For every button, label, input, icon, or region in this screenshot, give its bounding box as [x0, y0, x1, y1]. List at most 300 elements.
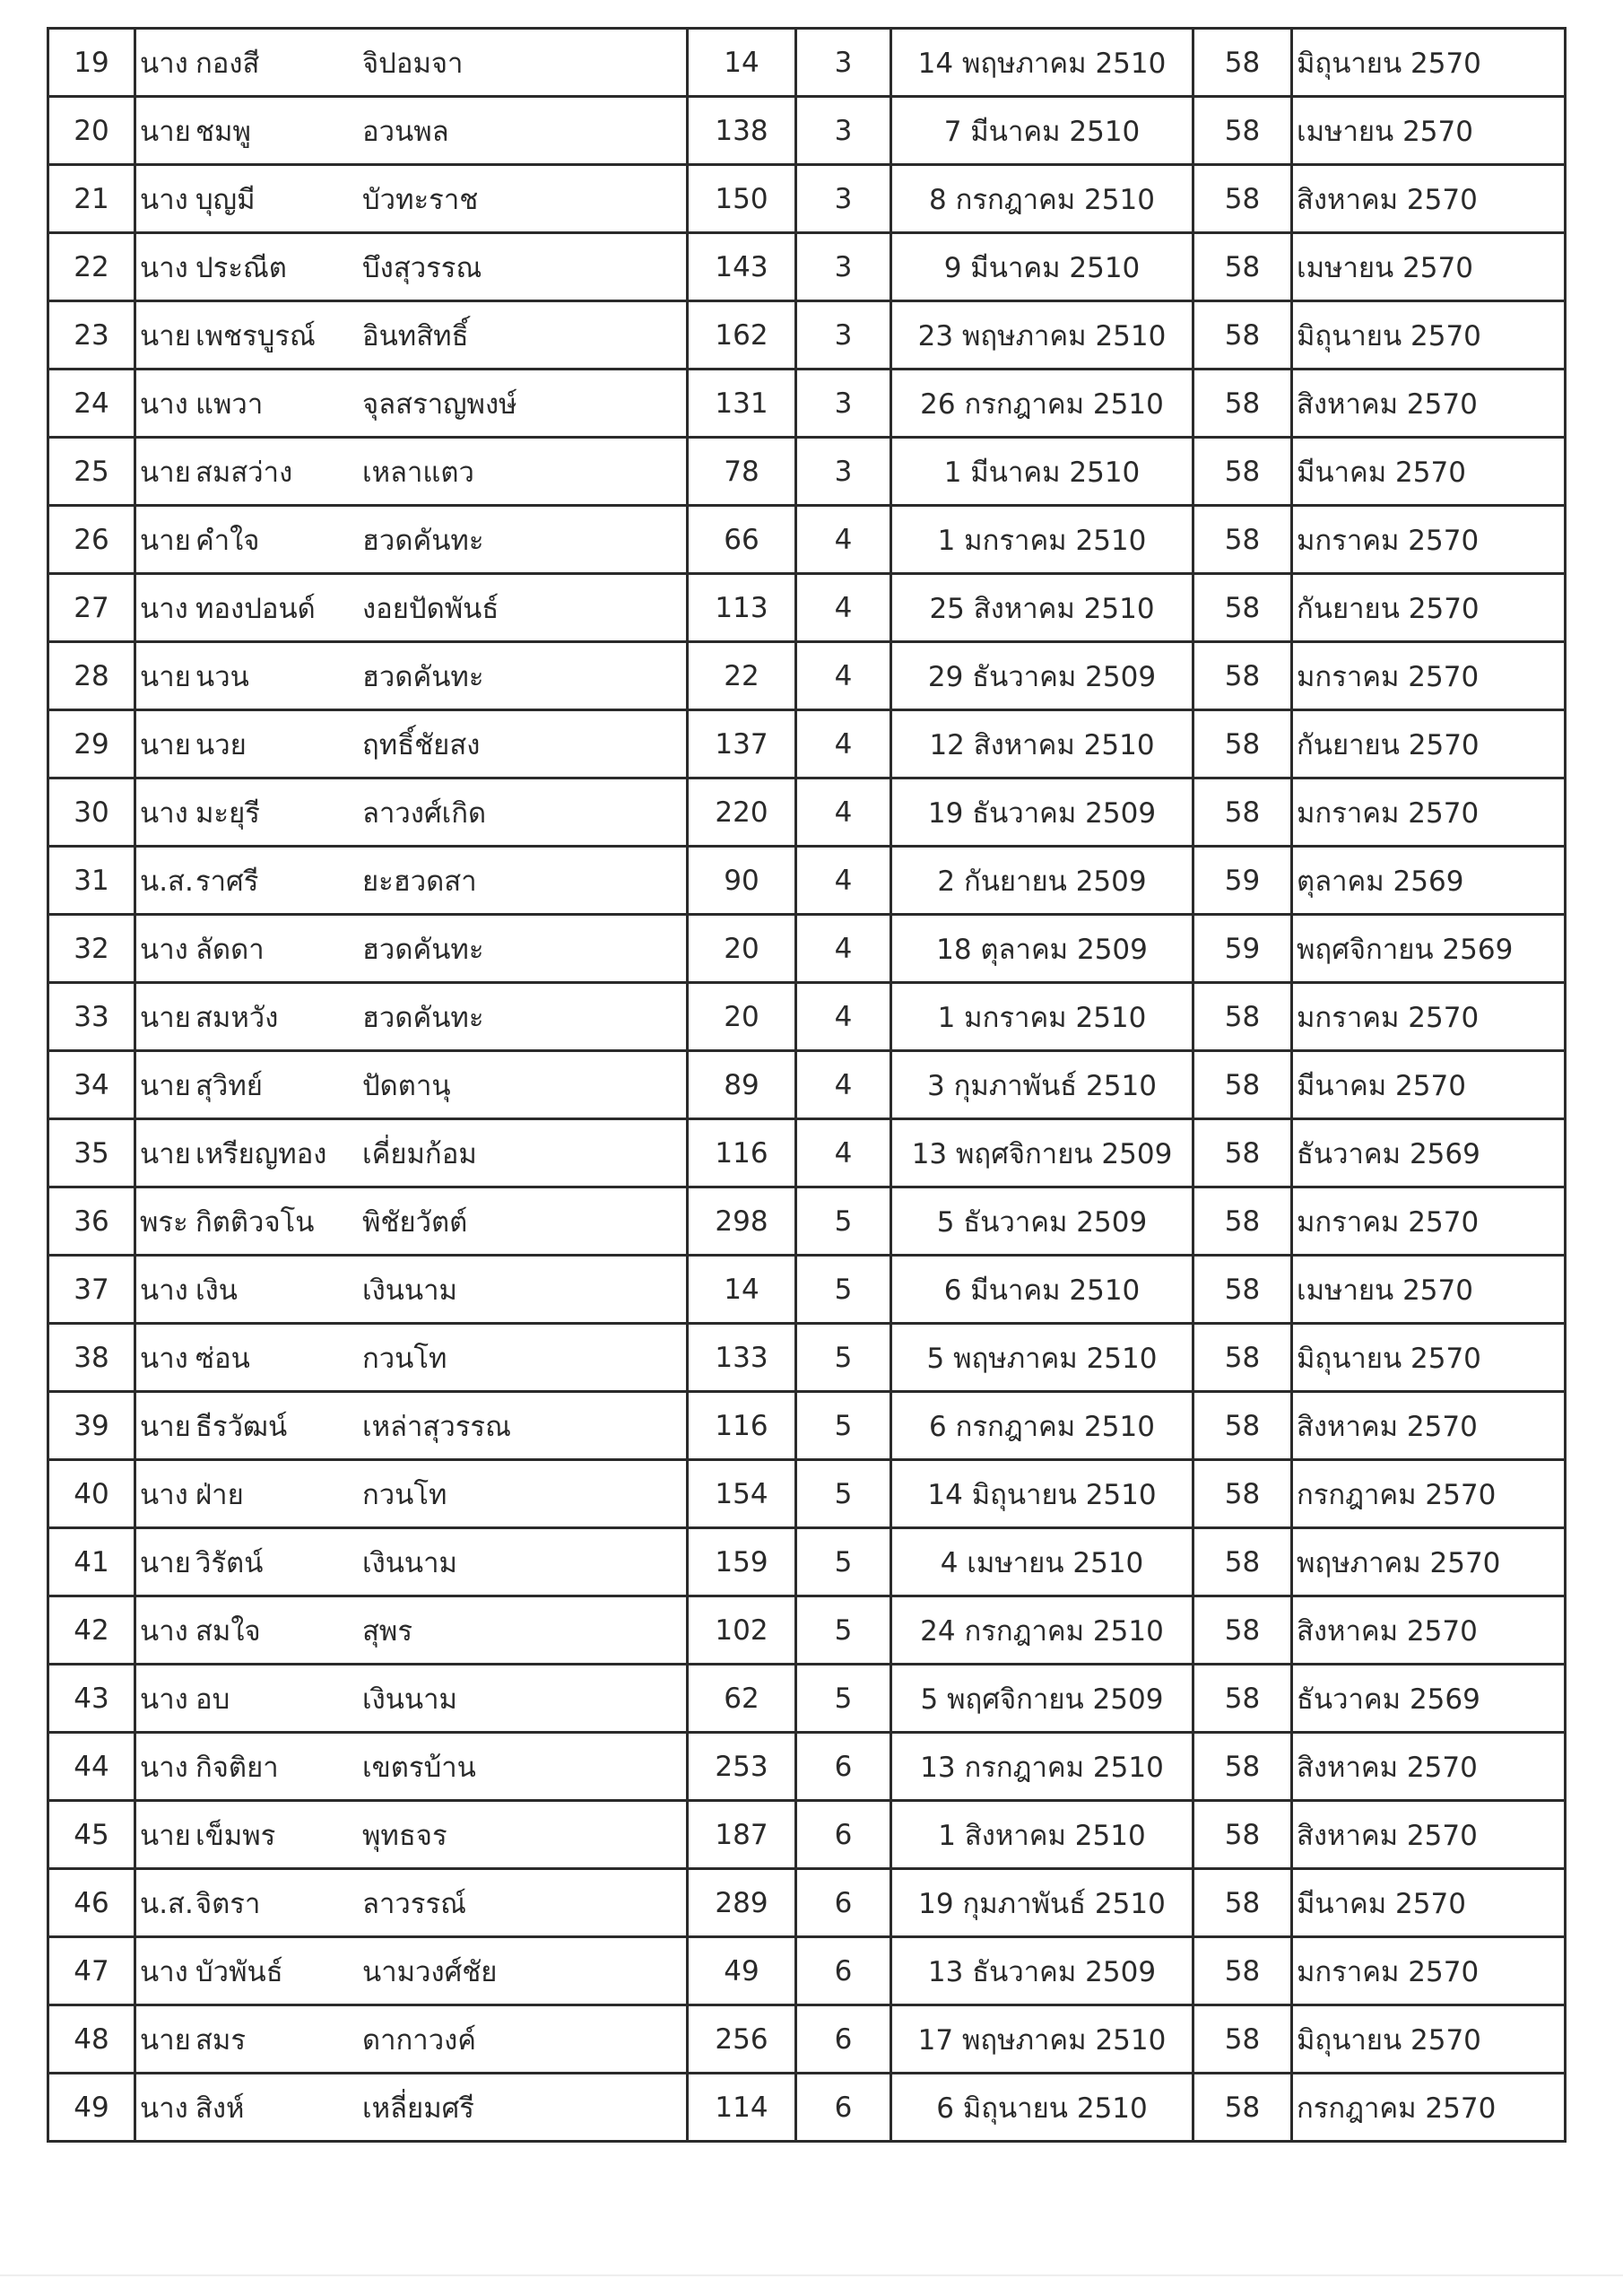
birth-date: 25 สิงหาคม 2510: [891, 574, 1193, 642]
village-group: 4: [796, 847, 891, 915]
last-name: ฮวดคันทะ: [362, 660, 484, 693]
house-number: 289: [688, 1869, 796, 1937]
last-name: เหลี่ยมศรี: [362, 2092, 474, 2125]
birth-date: 19 กุมภาพันธ์ 2510: [891, 1869, 1193, 1937]
full-name-cell: [135, 1392, 688, 1460]
name-title: นาง: [140, 47, 188, 80]
last-name: พุทธจร: [362, 1819, 447, 1852]
house-number: 89: [688, 1051, 796, 1119]
name-title: นาย: [140, 1819, 191, 1852]
birth-date: 18 ตุลาคม 2509: [891, 915, 1193, 983]
first-name: อบ: [195, 1683, 230, 1716]
full-name-cell: [135, 438, 688, 506]
village-group: 6: [796, 2005, 891, 2074]
last-name: ลาวงศ์เกิด: [362, 796, 487, 830]
village-group: 3: [796, 301, 891, 370]
house-number: 138: [688, 97, 796, 165]
eligible-month: สิงหาคม 2570: [1292, 370, 1566, 438]
house-number: 66: [688, 506, 796, 574]
birth-date: 5 ธันวาคม 2509: [891, 1187, 1193, 1256]
age: 58: [1193, 1119, 1292, 1187]
eligible-month: มิถุนายน 2570: [1292, 2005, 1566, 2074]
row-number: 32: [48, 915, 135, 983]
roster-table: [47, 27, 1567, 2143]
name-title: นาย: [140, 115, 191, 148]
birth-date: 23 พฤษภาคม 2510: [891, 301, 1193, 370]
last-name: ยะฮวดสา: [362, 865, 477, 898]
row-number: 40: [48, 1460, 135, 1528]
table-row: [48, 1324, 1566, 1392]
age: 58: [1193, 1256, 1292, 1324]
table-row: [48, 1596, 1566, 1665]
table-row: [48, 1392, 1566, 1460]
full-name-cell: [135, 915, 688, 983]
table-row: [48, 233, 1566, 301]
village-group: 4: [796, 983, 891, 1051]
first-name: แพวา: [195, 387, 264, 421]
name-title: นาง: [140, 1614, 188, 1648]
last-name: บัวทะราช: [362, 183, 479, 216]
village-group: 3: [796, 29, 891, 97]
house-number: 137: [688, 710, 796, 778]
name-title: นาย: [140, 660, 191, 693]
age: 58: [1193, 1528, 1292, 1596]
eligible-month: กันยายน 2570: [1292, 574, 1566, 642]
eligible-month: มิถุนายน 2570: [1292, 29, 1566, 97]
name-title: นาง: [140, 1955, 188, 1988]
eligible-month: สิงหาคม 2570: [1292, 1801, 1566, 1869]
table-row: [48, 1051, 1566, 1119]
row-number: 21: [48, 165, 135, 233]
table-row: [48, 1801, 1566, 1869]
first-name: กิจติยา: [195, 1751, 279, 1784]
full-name-cell: [135, 165, 688, 233]
row-number: 24: [48, 370, 135, 438]
first-name: วิรัตน์: [195, 1546, 264, 1579]
name-title: นาง: [140, 592, 188, 625]
village-group: 3: [796, 97, 891, 165]
first-name: ประณีต: [195, 251, 287, 284]
table-row: [48, 2074, 1566, 2142]
first-name: จิตรา: [195, 1887, 261, 1920]
birth-date: 1 มีนาคม 2510: [891, 438, 1193, 506]
table-row: [48, 1460, 1566, 1528]
age: 58: [1193, 29, 1292, 97]
age: 58: [1193, 1051, 1292, 1119]
village-group: 6: [796, 1733, 891, 1801]
row-number: 33: [48, 983, 135, 1051]
age: 58: [1193, 1801, 1292, 1869]
eligible-month: มิถุนายน 2570: [1292, 1324, 1566, 1392]
age: 59: [1193, 915, 1292, 983]
last-name: ดากาวงค์: [362, 2023, 476, 2057]
first-name: นวย: [195, 728, 247, 761]
birth-date: 2 กันยายน 2509: [891, 847, 1193, 915]
name-title: พระ: [140, 1205, 188, 1239]
table-row: [48, 506, 1566, 574]
house-number: 22: [688, 642, 796, 710]
eligible-month: สิงหาคม 2570: [1292, 165, 1566, 233]
row-number: 35: [48, 1119, 135, 1187]
first-name: มะยุรี: [195, 796, 260, 830]
full-name-cell: [135, 1801, 688, 1869]
birth-date: 7 มีนาคม 2510: [891, 97, 1193, 165]
age: 58: [1193, 1937, 1292, 2005]
village-group: 6: [796, 1937, 891, 2005]
last-name: ฮวดคันทะ: [362, 1001, 484, 1034]
birth-date: 24 กรกฎาคม 2510: [891, 1596, 1193, 1665]
age: 59: [1193, 847, 1292, 915]
village-group: 6: [796, 1801, 891, 1869]
house-number: 20: [688, 915, 796, 983]
village-group: 5: [796, 1324, 891, 1392]
row-number: 26: [48, 506, 135, 574]
name-title: นาง: [140, 1274, 188, 1307]
village-group: 5: [796, 1528, 891, 1596]
first-name: กองสี: [195, 47, 260, 80]
first-name: เงิน: [195, 1274, 238, 1307]
name-title: นาย: [140, 1546, 191, 1579]
eligible-month: เมษายน 2570: [1292, 233, 1566, 301]
village-group: 5: [796, 1392, 891, 1460]
house-number: 116: [688, 1119, 796, 1187]
house-number: 90: [688, 847, 796, 915]
name-title: นาย: [140, 456, 191, 489]
name-title: นาง: [140, 183, 188, 216]
first-name: ธีรวัฒน์: [195, 1410, 288, 1443]
last-name: เขตรบ้าน: [362, 1751, 476, 1784]
village-group: 3: [796, 370, 891, 438]
eligible-month: มีนาคม 2570: [1292, 1869, 1566, 1937]
birth-date: 8 กรกฎาคม 2510: [891, 165, 1193, 233]
age: 58: [1193, 2005, 1292, 2074]
name-title: นาย: [140, 319, 191, 352]
village-group: 4: [796, 506, 891, 574]
birth-date: 5 พฤษภาคม 2510: [891, 1324, 1193, 1392]
last-name: อวนพล: [362, 115, 449, 148]
row-number: 41: [48, 1528, 135, 1596]
village-group: 4: [796, 642, 891, 710]
row-number: 31: [48, 847, 135, 915]
first-name: ชมพู: [195, 115, 251, 148]
table-row: [48, 1937, 1566, 2005]
full-name-cell: [135, 1324, 688, 1392]
first-name: คำใจ: [195, 524, 260, 557]
full-name-cell: [135, 1051, 688, 1119]
eligible-month: สิงหาคม 2570: [1292, 1392, 1566, 1460]
age: 58: [1193, 1187, 1292, 1256]
birth-date: 4 เมษายน 2510: [891, 1528, 1193, 1596]
last-name: ฤทธิ์ชัยสง: [362, 728, 481, 761]
full-name-cell: [135, 1187, 688, 1256]
full-name-cell: [135, 1256, 688, 1324]
last-name: ลาวรรณ์: [362, 1887, 466, 1920]
first-name: ทองปอนด์: [195, 592, 316, 625]
eligible-month: มีนาคม 2570: [1292, 1051, 1566, 1119]
birth-date: 6 มีนาคม 2510: [891, 1256, 1193, 1324]
full-name-cell: [135, 1869, 688, 1937]
table-row: [48, 1528, 1566, 1596]
first-name: เข็มพร: [195, 1819, 276, 1852]
birth-date: 19 ธันวาคม 2509: [891, 778, 1193, 847]
eligible-month: ธันวาคม 2569: [1292, 1665, 1566, 1733]
eligible-month: มกราคม 2570: [1292, 642, 1566, 710]
name-title: นาย: [140, 524, 191, 557]
full-name-cell: [135, 97, 688, 165]
row-number: 30: [48, 778, 135, 847]
name-title: นาง: [140, 251, 188, 284]
first-name: ฝ่าย: [195, 1478, 244, 1511]
row-number: 28: [48, 642, 135, 710]
name-title: นาง: [140, 1751, 188, 1784]
roster-body: [48, 29, 1566, 2142]
row-number: 19: [48, 29, 135, 97]
birth-date: 1 สิงหาคม 2510: [891, 1801, 1193, 1869]
birth-date: 13 กรกฎาคม 2510: [891, 1733, 1193, 1801]
house-number: 154: [688, 1460, 796, 1528]
last-name: พิชัยวัตต์: [362, 1205, 468, 1239]
age: 58: [1193, 165, 1292, 233]
birth-date: 13 ธันวาคม 2509: [891, 1937, 1193, 2005]
name-title: นาง: [140, 1683, 188, 1716]
eligible-month: กันยายน 2570: [1292, 710, 1566, 778]
first-name: สมสว่าง: [195, 456, 293, 489]
last-name: เงินนาม: [362, 1683, 457, 1716]
village-group: 5: [796, 1187, 891, 1256]
age: 58: [1193, 2074, 1292, 2142]
name-title: นาง: [140, 933, 188, 966]
eligible-month: มกราคม 2570: [1292, 1937, 1566, 2005]
house-number: 150: [688, 165, 796, 233]
first-name: กิตติวจโน: [195, 1205, 315, 1239]
house-number: 113: [688, 574, 796, 642]
house-number: 162: [688, 301, 796, 370]
first-name: เหรียญทอง: [195, 1137, 327, 1170]
village-group: 5: [796, 1460, 891, 1528]
full-name-cell: [135, 1665, 688, 1733]
house-number: 253: [688, 1733, 796, 1801]
eligible-month: สิงหาคม 2570: [1292, 1596, 1566, 1665]
table-row: [48, 29, 1566, 97]
name-title: นาย: [140, 728, 191, 761]
house-number: 114: [688, 2074, 796, 2142]
birth-date: 14 พฤษภาคม 2510: [891, 29, 1193, 97]
eligible-month: สิงหาคม 2570: [1292, 1733, 1566, 1801]
name-title: นาย: [140, 1069, 191, 1102]
first-name: ลัดดา: [195, 933, 265, 966]
eligible-month: กรกฎาคม 2570: [1292, 2074, 1566, 2142]
row-number: 25: [48, 438, 135, 506]
village-group: 4: [796, 574, 891, 642]
village-group: 4: [796, 1119, 891, 1187]
birth-date: 26 กรกฎาคม 2510: [891, 370, 1193, 438]
last-name: เหล่าสุวรรณ: [362, 1410, 511, 1443]
house-number: 116: [688, 1392, 796, 1460]
first-name: บัวพันธ์: [195, 1955, 283, 1988]
last-name: เงินนาม: [362, 1546, 457, 1579]
row-number: 37: [48, 1256, 135, 1324]
last-name: กวนโท: [362, 1342, 447, 1375]
house-number: 159: [688, 1528, 796, 1596]
full-name-cell: [135, 574, 688, 642]
age: 58: [1193, 438, 1292, 506]
birth-date: 14 มิถุนายน 2510: [891, 1460, 1193, 1528]
full-name-cell: [135, 1733, 688, 1801]
row-number: 49: [48, 2074, 135, 2142]
village-group: 5: [796, 1256, 891, 1324]
row-number: 48: [48, 2005, 135, 2074]
table-row: [48, 2005, 1566, 2074]
village-group: 5: [796, 1596, 891, 1665]
full-name-cell: [135, 29, 688, 97]
last-name: สุพร: [362, 1614, 413, 1648]
birth-date: 12 สิงหาคม 2510: [891, 710, 1193, 778]
row-number: 27: [48, 574, 135, 642]
full-name-cell: [135, 983, 688, 1051]
row-number: 43: [48, 1665, 135, 1733]
name-title: นาย: [140, 1410, 191, 1443]
house-number: 143: [688, 233, 796, 301]
row-number: 29: [48, 710, 135, 778]
full-name-cell: [135, 847, 688, 915]
last-name: บึงสุวรรณ: [362, 251, 482, 284]
birth-date: 3 กุมภาพันธ์ 2510: [891, 1051, 1193, 1119]
row-number: 36: [48, 1187, 135, 1256]
row-number: 22: [48, 233, 135, 301]
name-title: นาง: [140, 1478, 188, 1511]
table-row: [48, 97, 1566, 165]
name-title: น.ส.: [140, 865, 194, 898]
age: 58: [1193, 1596, 1292, 1665]
full-name-cell: [135, 2005, 688, 2074]
village-group: 6: [796, 1869, 891, 1937]
table-row: [48, 847, 1566, 915]
name-title: นาง: [140, 1342, 188, 1375]
eligible-month: มกราคม 2570: [1292, 778, 1566, 847]
age: 58: [1193, 574, 1292, 642]
eligible-month: มกราคม 2570: [1292, 506, 1566, 574]
table-row: [48, 915, 1566, 983]
age: 58: [1193, 642, 1292, 710]
age: 58: [1193, 1665, 1292, 1733]
eligible-month: กรกฎาคม 2570: [1292, 1460, 1566, 1528]
name-title: นาง: [140, 796, 188, 830]
age: 58: [1193, 1869, 1292, 1937]
full-name-cell: [135, 301, 688, 370]
birth-date: 13 พฤศจิกายน 2509: [891, 1119, 1193, 1187]
eligible-month: มกราคม 2570: [1292, 983, 1566, 1051]
full-name-cell: [135, 506, 688, 574]
row-number: 42: [48, 1596, 135, 1665]
table-row: [48, 301, 1566, 370]
row-number: 44: [48, 1733, 135, 1801]
eligible-month: พฤษภาคม 2570: [1292, 1528, 1566, 1596]
house-number: 49: [688, 1937, 796, 2005]
last-name: อินทสิทธิ์: [362, 319, 469, 352]
house-number: 14: [688, 29, 796, 97]
village-group: 3: [796, 165, 891, 233]
name-title: นาย: [140, 2023, 191, 2057]
last-name: เหลาแตว: [362, 456, 474, 489]
last-name: ฮวดคันทะ: [362, 933, 484, 966]
age: 58: [1193, 233, 1292, 301]
first-name: สมหวัง: [195, 1001, 279, 1034]
first-name: สุวิทย์: [195, 1069, 263, 1102]
name-title: นาย: [140, 1137, 191, 1170]
full-name-cell: [135, 1596, 688, 1665]
village-group: 4: [796, 778, 891, 847]
row-number: 38: [48, 1324, 135, 1392]
name-title: นาง: [140, 387, 188, 421]
birth-date: 6 กรกฎาคม 2510: [891, 1392, 1193, 1460]
age: 58: [1193, 370, 1292, 438]
village-group: 5: [796, 1665, 891, 1733]
first-name: สมใจ: [195, 1614, 261, 1648]
age: 58: [1193, 97, 1292, 165]
full-name-cell: [135, 233, 688, 301]
table-row: [48, 574, 1566, 642]
house-number: 102: [688, 1596, 796, 1665]
table-row: [48, 1187, 1566, 1256]
village-group: 4: [796, 1051, 891, 1119]
house-number: 14: [688, 1256, 796, 1324]
house-number: 62: [688, 1665, 796, 1733]
house-number: 220: [688, 778, 796, 847]
full-name-cell: [135, 1119, 688, 1187]
age: 58: [1193, 301, 1292, 370]
table-row: [48, 983, 1566, 1051]
eligible-month: เมษายน 2570: [1292, 97, 1566, 165]
eligible-month: มิถุนายน 2570: [1292, 301, 1566, 370]
age: 58: [1193, 1733, 1292, 1801]
age: 58: [1193, 1460, 1292, 1528]
village-group: 4: [796, 915, 891, 983]
last-name: เคี่ยมก้อม: [362, 1137, 477, 1170]
full-name-cell: [135, 1460, 688, 1528]
table-row: [48, 778, 1566, 847]
first-name: ซ่อน: [195, 1342, 250, 1375]
row-number: 34: [48, 1051, 135, 1119]
first-name: บุญมี: [195, 183, 256, 216]
last-name: กวนโท: [362, 1478, 447, 1511]
full-name-cell: [135, 710, 688, 778]
row-number: 20: [48, 97, 135, 165]
full-name-cell: [135, 1937, 688, 2005]
first-name: ราศรี: [195, 865, 259, 898]
first-name: สิงห์: [195, 2092, 245, 2125]
village-group: 3: [796, 438, 891, 506]
birth-date: 17 พฤษภาคม 2510: [891, 2005, 1193, 2074]
table-row: [48, 1665, 1566, 1733]
village-group: 6: [796, 2074, 891, 2142]
house-number: 78: [688, 438, 796, 506]
birth-date: 29 ธันวาคม 2509: [891, 642, 1193, 710]
table-row: [48, 710, 1566, 778]
village-group: 4: [796, 710, 891, 778]
village-group: 3: [796, 233, 891, 301]
table-row: [48, 438, 1566, 506]
table-row: [48, 1733, 1566, 1801]
table-row: [48, 1256, 1566, 1324]
last-name: จิปอมจา: [362, 47, 464, 80]
first-name: สมร: [195, 2023, 247, 2057]
row-number: 23: [48, 301, 135, 370]
eligible-month: ธันวาคม 2569: [1292, 1119, 1566, 1187]
full-name-cell: [135, 2074, 688, 2142]
last-name: ฮวดคันทะ: [362, 524, 484, 557]
age: 58: [1193, 506, 1292, 574]
house-number: 298: [688, 1187, 796, 1256]
